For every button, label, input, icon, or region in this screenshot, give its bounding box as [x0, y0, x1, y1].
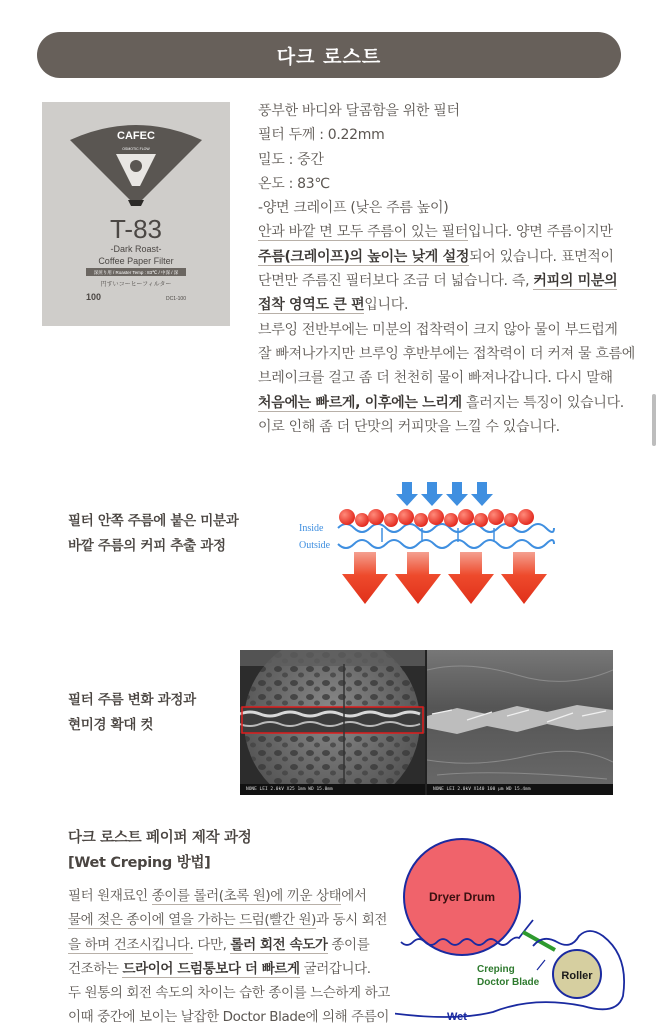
process-bold-2: 드라이어 드럼통보다 더 빠르게: [122, 960, 300, 977]
desc-line-3: 밀도 : 중간: [258, 151, 324, 168]
process-line-3: [68, 933, 388, 957]
para2-line-1: 브루잉 전반부에는 미분의 접착력이 크지 않아 물이 부드럽게: [258, 321, 618, 338]
para1-line-1: [258, 220, 623, 244]
process-text-2: 과 동시 회전: [315, 912, 387, 929]
process-line-5: 두 원통의 회전 속도의 차이는 습한 종이를 느슨하게 하고: [68, 985, 390, 1002]
desc-line-2: 필터 두께 : 0.22mm: [258, 127, 385, 144]
roller-label: Roller: [561, 970, 593, 982]
inside-label: Inside: [299, 523, 324, 534]
process-underline-1: 종이를 롤러(초록 원)에 끼운 상태: [151, 888, 342, 904]
para2-line-4: [258, 391, 623, 415]
para1-bold-2: 커피의 미분의: [533, 273, 618, 290]
extraction-caption-line-1: 필터 안쪽 주름에 붙은 미분과: [68, 513, 239, 529]
para2-line-2: 잘 빠져나가지만 브루잉 후반부에는 접착력이 더 커져 물 흐름에: [258, 345, 636, 362]
blade-label-line-1: Creping: [477, 964, 515, 975]
process-line-2: [68, 908, 388, 932]
product-model: T-83: [109, 214, 163, 244]
process-underline-2: 물에 젖은 종이에 열을 가하는 드럼(빨간 원): [68, 912, 316, 929]
process-title-line-1: 다크 로스트 페이퍼 제작 과정: [68, 830, 252, 846]
sem-left-meta: NONE LEI 2.0kV X25 1mm WD 15.0mm: [240, 784, 425, 795]
process-text-4: 건조하는: [68, 960, 123, 977]
microscope-caption-line-2: 현미경 확대 컷: [68, 717, 154, 733]
para1-text-4: 입니다.: [364, 297, 409, 314]
product-count: 100: [86, 292, 102, 302]
process-text-4b: 굴러갑니다.: [299, 960, 371, 977]
product-subtitle: -Dark Roast-: [110, 244, 162, 254]
extraction-caption-line-2: 바깥 주름의 커피 추출 과정: [68, 538, 226, 554]
banner-title: 다크 로스트: [276, 45, 382, 68]
process-text-3b: 종이를: [327, 936, 370, 953]
process-underline-3: 을 하며 건조시킵니다.: [68, 936, 194, 953]
microscope-caption-line-1: 필터 주름 변화 과정과: [68, 692, 196, 708]
product-image: [42, 102, 230, 326]
para1-bold-1: 주름(크레이프)의 높이는 낮게 설정: [258, 248, 470, 265]
sem-image-zoom: [427, 650, 613, 795]
process-text-1: 필터 원재료인: [68, 888, 152, 904]
creping-diagram: [395, 838, 635, 1028]
para1-text-3: 단면만 주름진 필터보다 조금 더 넓습니다. 즉,: [258, 273, 534, 290]
blade-label-line-2: Doctor Blade: [477, 977, 540, 988]
desc-line-5: -양면 크레이프 (낮은 주름 높이): [258, 200, 449, 217]
para1-bold-3: 접착 영역도 큰 편: [258, 297, 365, 314]
process-bold-1: 롤러 회전 속도가: [230, 936, 328, 953]
para2-line-5: 이로 인해 좀 더 단맛의 커피맛을 느낄 수 있습니다.: [258, 418, 560, 435]
product-name: Coffee Paper Filter: [98, 256, 174, 266]
section-banner: [37, 32, 621, 78]
product-brand: CAFEC: [117, 130, 155, 142]
product-jp-text: 円すいコーヒーフィルター: [100, 282, 172, 288]
desc-line-1: 풍부한 바디와 달콤함을 위한 필터: [258, 103, 460, 119]
dryer-drum-label: Dryer Drum: [428, 890, 496, 904]
para1-line-4: [258, 293, 623, 317]
process-title-line-2: [Wet Creping 방법]: [68, 855, 211, 871]
extraction-caption: [68, 509, 239, 559]
process-text-1b: 에서: [341, 888, 367, 904]
extraction-diagram: [290, 478, 560, 612]
sem-right-meta: NONE LEI 2.0kV X140 100 μm WD 15.4mm: [427, 784, 613, 795]
para2-bold: 처음에는 빠르게, 이후에는 느리게: [258, 394, 462, 411]
para1-line-2: [258, 245, 623, 269]
process-body: [68, 884, 388, 1030]
para1-text-1: 입니다. 양면 주름이지만: [468, 224, 613, 241]
water-drop-arrows: [396, 482, 493, 506]
process-text-3: 다만,: [193, 936, 231, 953]
product-badge-text: OSMOTIC FLOW: [122, 147, 150, 151]
process-title: [68, 826, 251, 876]
outside-label: Outside: [299, 540, 331, 551]
para1-underline-1: 안과 바깥 면 모두 주름이 있는 필터: [258, 224, 469, 241]
process-line-1: [68, 884, 388, 908]
para2-line-3: 브레이크를 걸고 좀 더 천천히 물이 빠져나갑니다. 다시 말해: [258, 370, 613, 387]
sem-image-wide: [240, 650, 425, 795]
product-strip-text: 深煎り用 / Roaster Temp : 83℃ / 中深 / 深: [93, 270, 179, 275]
description: [258, 99, 636, 439]
para1-text-2: 되어 있습니다. 표면적이: [469, 248, 614, 265]
desc-line-4: 온도 : 83℃: [258, 175, 330, 192]
wet-label: Wet: [447, 1011, 467, 1023]
product-code: DC1-100: [165, 296, 186, 302]
process-line-4: [68, 957, 388, 981]
extraction-arrows: [342, 552, 547, 604]
para1-line-3: [258, 269, 623, 293]
process-line-6: 이때 중간에 보이는 날잡한 Doctor Blade에 의해 주름이: [68, 1009, 390, 1026]
microscope-caption: [68, 688, 196, 738]
microscope-images: [240, 650, 613, 795]
scrollbar-thumb[interactable]: [652, 394, 656, 446]
para2-text-4: 흘러지는 특징이 있습니다.: [461, 394, 624, 411]
